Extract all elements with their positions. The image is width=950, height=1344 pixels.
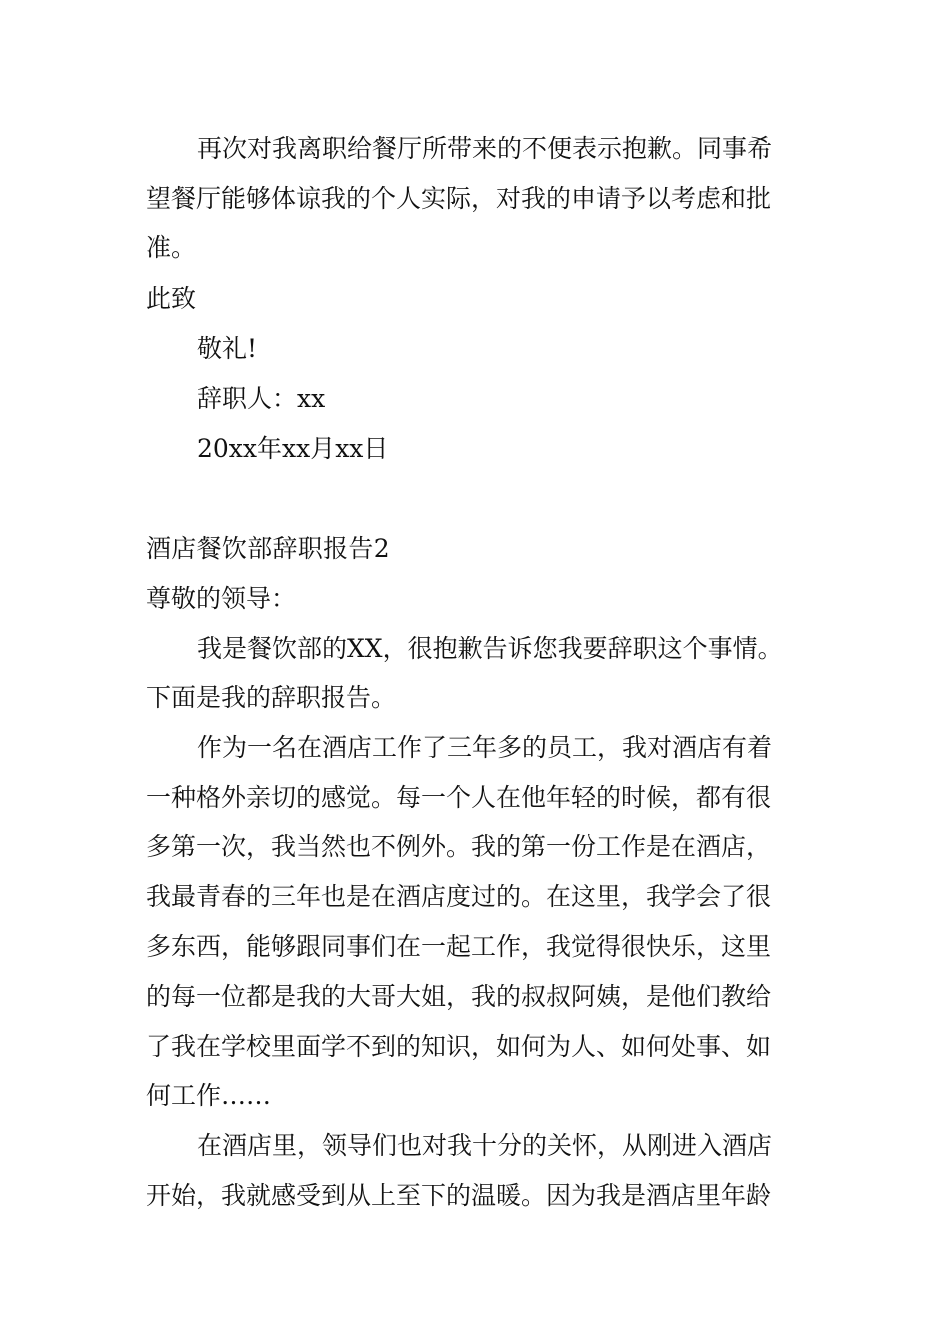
paragraph-line: 作为一名在酒店工作了三年多的员工，我对酒店有着 [197, 733, 773, 762]
closing-regards: 敬礼! [197, 334, 258, 363]
paragraph-line: 我是餐饮部的XX，很抱歉告诉您我要辞职这个事情。 [197, 634, 783, 663]
paragraph-line: 望餐厅能够体谅我的个人实际，对我的申请予以考虑和批 [146, 184, 772, 213]
paragraph-line: 开始，我就感受到从上至下的温暖。因为我是酒店里年龄 [146, 1181, 772, 1210]
paragraph-line: 准。 [146, 233, 197, 262]
paragraph-line: 的每一位都是我的大哥大姐，我的叔叔阿姨，是他们教给 [146, 982, 772, 1011]
paragraph-line: 了我在学校里面学不到的知识，如何为人、如何处事、如 [146, 1032, 772, 1061]
paragraph-line: 一种格外亲切的感觉。每一个人在他年轻的时候，都有很 [146, 783, 772, 812]
paragraph-line: 我最青春的三年也是在酒店度过的。在这里，我学会了很 [146, 882, 772, 911]
paragraph-line: 下面是我的辞职报告。 [146, 683, 397, 712]
paragraph-line: 多第一次，我当然也不例外。我的第一份工作是在酒店， [146, 832, 772, 861]
paragraph-line: 何工作…… [146, 1081, 272, 1110]
paragraph-line: 多东西，能够跟同事们在一起工作，我觉得很快乐，这里 [146, 932, 772, 961]
resigner-line: 辞职人：xx [197, 384, 326, 413]
paragraph-line: 在酒店里，领导们也对我十分的关怀，从刚进入酒店 [197, 1131, 773, 1160]
report-title: 酒店餐饮部辞职报告2 [146, 534, 390, 563]
salutation: 尊敬的领导： [146, 584, 297, 613]
closing-salutation: 此致 [146, 284, 197, 313]
date-line: 20xx年xx月xx日 [197, 434, 389, 463]
paragraph-line: 再次对我离职给餐厅所带来的不便表示抱歉。同事希 [197, 134, 773, 163]
